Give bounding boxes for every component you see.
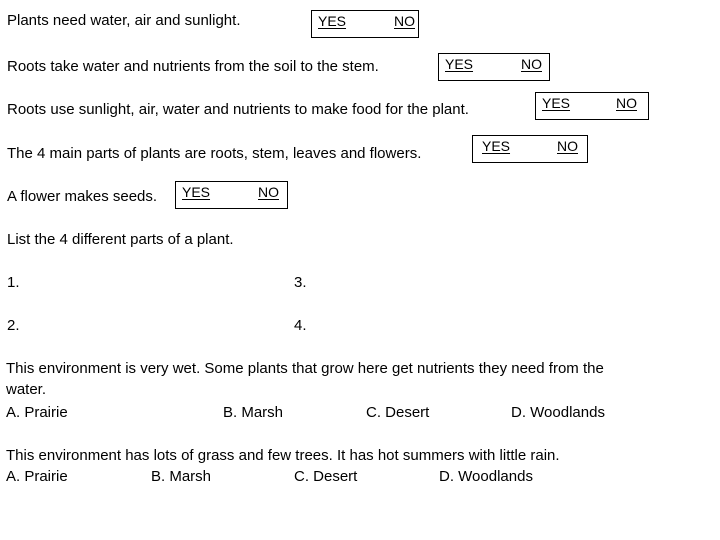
- mc2-option-b[interactable]: B. Marsh: [151, 468, 212, 485]
- mc-question-2-line-1: This environment has lots of grass and few trees. It has hot summers with little rain.: [6, 447, 560, 464]
- statement-5: A flower makes seeds.: [7, 188, 158, 205]
- no-option[interactable]: NO: [258, 184, 279, 200]
- yes-no-box-1[interactable]: [311, 10, 419, 38]
- yes-no-box-2[interactable]: [438, 53, 550, 81]
- list-number-3: 3.: [294, 274, 307, 291]
- mc2-option-c[interactable]: C. Desert: [294, 468, 358, 485]
- yes-option[interactable]: YES: [182, 184, 211, 200]
- yes-no-box-3[interactable]: [535, 92, 649, 120]
- statement-3: Roots use sunlight, air, water and nutrients to make food for the plant.: [7, 101, 469, 118]
- no-option[interactable]: NO: [394, 13, 415, 29]
- mc-question-2: [6, 445, 706, 466]
- statement-4: The 4 main parts of plants are roots, stem, leaves and flowers.: [7, 145, 422, 162]
- yes-option[interactable]: YES: [318, 13, 347, 29]
- yes-option[interactable]: YES: [445, 56, 474, 72]
- list-number-1: 1.: [7, 274, 20, 291]
- yes-option[interactable]: YES: [542, 95, 571, 111]
- mc2-option-d[interactable]: D. Woodlands: [439, 468, 533, 485]
- yes-no-box-4[interactable]: [472, 135, 588, 163]
- mc1-option-b[interactable]: B. Marsh: [223, 404, 284, 421]
- mc1-option-d[interactable]: D. Woodlands: [511, 404, 605, 421]
- list-number-2: 2.: [7, 317, 20, 334]
- mc-question-1-line-2: water.: [6, 381, 47, 398]
- mc2-option-a[interactable]: A. Prairie: [6, 468, 68, 485]
- mc-question-1-line-1: This environment is very wet. Some plants that grow here get nutrients they need from the: [6, 360, 604, 377]
- no-option[interactable]: NO: [557, 138, 578, 154]
- no-option[interactable]: NO: [521, 56, 542, 72]
- mc1-option-c[interactable]: C. Desert: [366, 404, 430, 421]
- yes-option[interactable]: YES: [482, 138, 511, 154]
- list-prompt: List the 4 different parts of a plant.: [7, 231, 234, 248]
- mc-question-1: [6, 358, 706, 400]
- yes-no-box-5[interactable]: [175, 181, 288, 209]
- statement-1: Plants need water, air and sunlight.: [7, 12, 241, 29]
- statement-2: Roots take water and nutrients from the soil to the stem.: [7, 58, 379, 75]
- no-option[interactable]: NO: [616, 95, 637, 111]
- mc1-option-a[interactable]: A. Prairie: [6, 404, 68, 421]
- list-number-4: 4.: [294, 317, 307, 334]
